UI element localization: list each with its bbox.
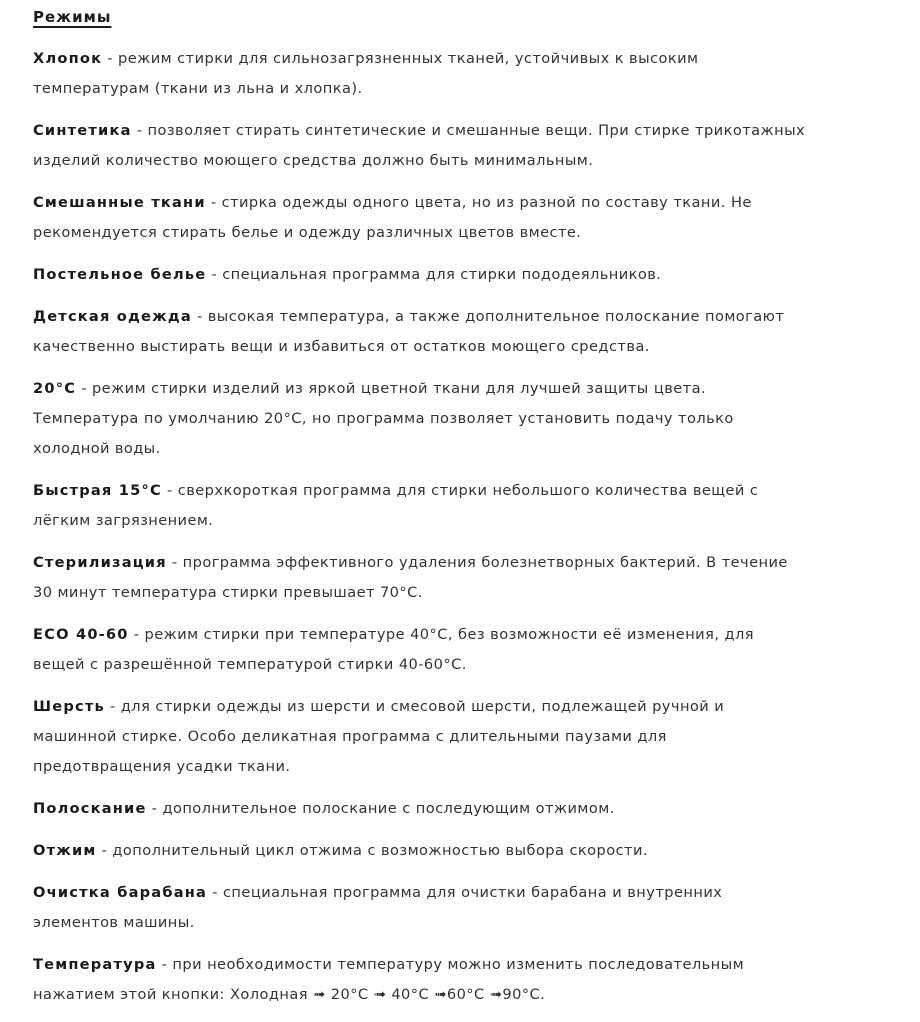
mode-item	[33, 950, 914, 1010]
mode-name: Температура	[33, 956, 157, 973]
mode-description: режим стирки для сильнозагрязненных тканей, устойчивых к высоким	[118, 50, 699, 67]
mode-item	[33, 836, 914, 866]
mode-description-line	[33, 302, 914, 332]
mode-description-line	[33, 950, 914, 980]
mode-description-line: холодной воды.	[33, 440, 161, 457]
mode-name: Синтетика	[33, 122, 132, 139]
modes-document	[33, 2, 914, 1022]
mode-separator: -	[76, 380, 92, 397]
mode-item	[33, 302, 914, 362]
mode-name: Смешанные ткани	[33, 194, 206, 211]
mode-description-line	[33, 878, 914, 908]
mode-separator: -	[104, 698, 121, 715]
mode-description-line: вещей с разрешённой температурой стирки 40-60°C.	[33, 656, 467, 673]
mode-separator: -	[156, 956, 173, 973]
mode-description-line	[33, 188, 914, 218]
mode-item	[33, 116, 914, 176]
mode-description-line	[33, 44, 914, 74]
mode-description: дополнительный цикл отжима с возможностью выбора скорости.	[112, 842, 648, 859]
mode-description-line	[33, 836, 914, 866]
mode-separator: -	[146, 800, 163, 817]
mode-description-line	[33, 374, 914, 404]
mode-description-line	[33, 476, 914, 506]
mode-separator: -	[131, 122, 148, 139]
mode-description-line	[33, 116, 914, 146]
mode-description-line	[33, 794, 914, 824]
mode-separator: -	[207, 884, 223, 901]
mode-description-line: Температура по умолчанию 20°C, но программа позволяет установить подачу только	[33, 410, 734, 427]
mode-description: программа эффективного удаления болезнетворных бактерий. В течение	[182, 554, 788, 571]
mode-name: Постельное белье	[33, 266, 207, 283]
mode-separator: -	[206, 266, 223, 283]
mode-separator: -	[191, 308, 208, 325]
mode-name: ECO 40-60	[33, 626, 129, 643]
mode-description: для стирки одежды из шерсти и смесовой шерсти, подлежащей ручной и	[120, 698, 725, 715]
mode-description: режим стирки при температуре 40°C, без возможности её изменения, для	[144, 626, 754, 643]
mode-description-line: предотвращения усадки ткани.	[33, 758, 291, 775]
mode-description-line: рекомендуется стирать белье и одежду различных цветов вместе.	[33, 224, 582, 241]
mode-item	[33, 548, 914, 608]
mode-item	[33, 620, 914, 680]
mode-name: Полоскание	[33, 800, 147, 817]
mode-description-line: нажатием этой кнопки: Холодная ➟ 20°C ➟ 40°C ➟60°C ➟90°C.	[33, 986, 546, 1003]
mode-name: 20°C	[33, 380, 77, 397]
mode-item	[33, 878, 914, 938]
mode-separator: -	[205, 194, 222, 211]
mode-description: специальная программа для стирки пододеяльников.	[222, 266, 662, 283]
mode-name: Детская одежда	[33, 308, 192, 325]
mode-description-line: лёгким загрязнением.	[33, 512, 214, 529]
mode-description-line: изделий количество моющего средства должно быть минимальным.	[33, 152, 594, 169]
mode-description-line	[33, 548, 914, 578]
mode-description: режим стирки изделий из яркой цветной ткани для лучшей защиты цвета.	[91, 380, 707, 397]
mode-item	[33, 188, 914, 248]
mode-item	[33, 44, 914, 104]
mode-name: Отжим	[33, 842, 97, 859]
mode-description-line: 30 минут температура стирки превышает 70°C.	[33, 584, 423, 601]
mode-name: Быстрая 15°C	[33, 482, 162, 499]
mode-description: при необходимости температуру можно изменить последовательным	[172, 956, 745, 973]
mode-description-line: температурам (ткани из льна и хлопка).	[33, 80, 363, 97]
mode-item	[33, 692, 914, 782]
mode-item	[33, 476, 914, 536]
mode-separator: -	[166, 554, 183, 571]
mode-description-line	[33, 260, 914, 290]
mode-description-line	[33, 692, 914, 722]
mode-item	[33, 260, 914, 290]
mode-description: дополнительное полоскание с последующим отжимом.	[162, 800, 615, 817]
mode-description: сверхкороткая программа для стирки небольшого количества вещей с	[177, 482, 759, 499]
mode-name: Очистка барабана	[33, 884, 208, 901]
mode-description: позволяет стирать синтетические и смешанные вещи. При стирке трикотажных	[147, 122, 806, 139]
mode-description: специальная программа для очистки барабана и внутренних	[222, 884, 723, 901]
mode-item	[33, 794, 914, 824]
mode-description-line	[33, 620, 914, 650]
mode-separator: -	[96, 842, 113, 859]
mode-description-line: машинной стирке. Особо деликатная программа с длительными паузами для	[33, 728, 667, 745]
mode-description-line: качественно выстирать вещи и избавиться от остатков моющего средства.	[33, 338, 650, 355]
mode-description-line: элементов машины.	[33, 914, 195, 931]
mode-description: стирка одежды одного цвета, но из разной по составу ткани. Не	[221, 194, 752, 211]
mode-description: высокая температура, а также дополнительное полоскание помогают	[207, 308, 785, 325]
mode-name: Шерсть	[33, 698, 105, 715]
mode-separator: -	[161, 482, 178, 499]
modes-list	[33, 44, 914, 1010]
section-title: Режимы	[33, 8, 112, 26]
mode-separator: -	[128, 626, 145, 643]
mode-separator: -	[102, 50, 119, 67]
mode-item	[33, 374, 914, 464]
mode-name: Стерилизация	[33, 554, 167, 571]
mode-name: Хлопок	[33, 50, 103, 67]
